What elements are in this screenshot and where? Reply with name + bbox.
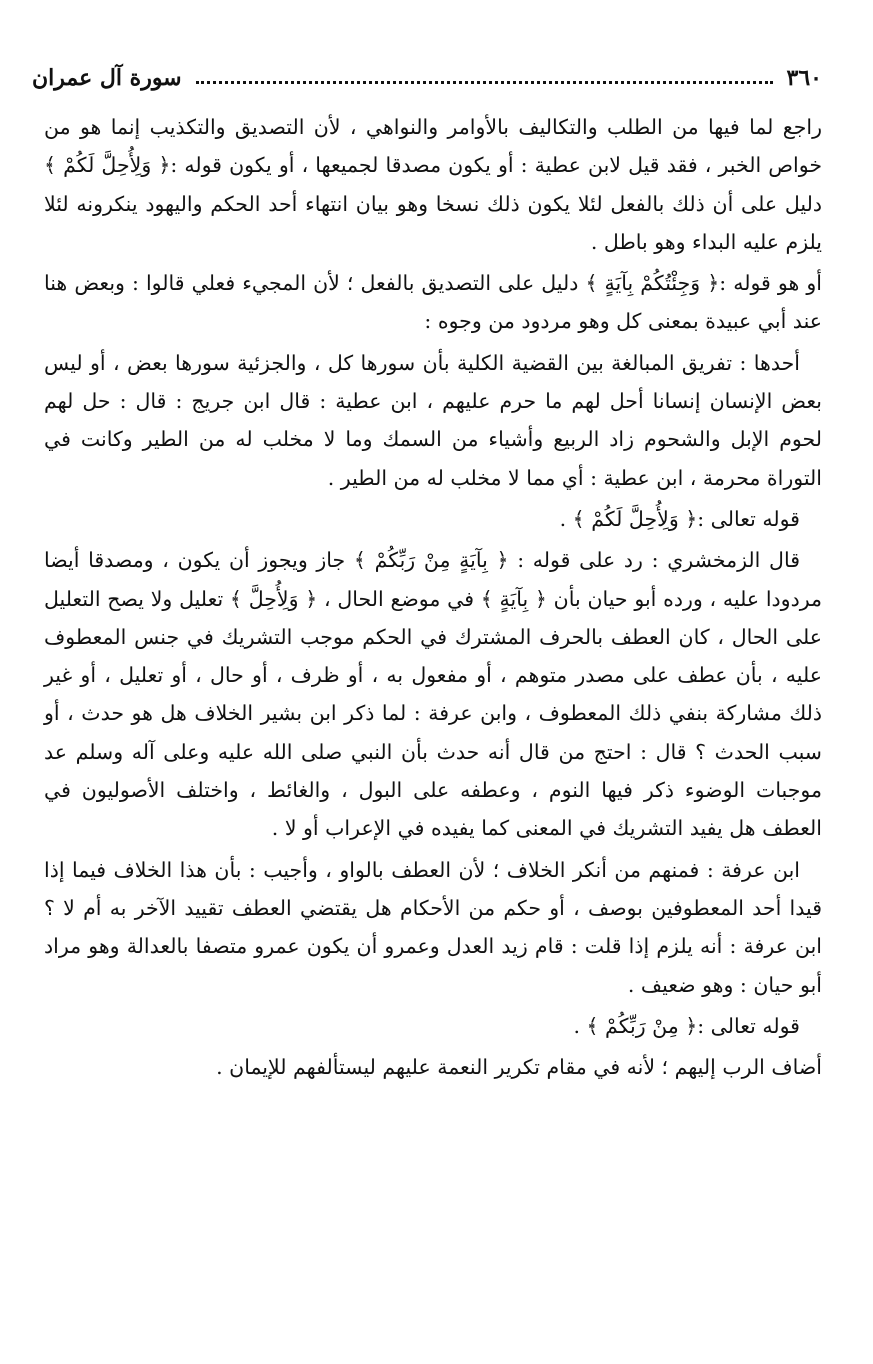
paragraph-4: قال الزمخشري : رد على قوله : ﴿ بِآيَةٍ مِنْ رَبِّكُمْ ﴾ جاز ويجوز أن يكون ، ومصدقا أيضا مردودا عليه ، ورده أبو حيان بأن ﴿ بِآيَةٍ ﴾ في موضع الحال ، ﴿ وَلِأُحِلَّ ﴾ تعليل ولا يصح التعليل على الحال ، كان العطف بالحرف المشترك في الحكم موجب التشريك في جنس المعطوف عليه ، بأن عطف على مصدر متوهم ، أو مفعول به ، أو ظرف ، أو حال ، أو تعليل ، أو غير ذلك مشاركة بنفي ذلك المعطوف ، وابن عرفة : لما ذكر ابن بشير الخلاف هل هو حدث ، أو سبب الحدث ؟ قال : احتج من قال أنه حدث بأن النبي صلى الله عليه وعلى آله وسلم عد موجبات الوضوء ذكر فيها النوم ، وعطفه على البول ، والغائط ، واختلف الأصوليون في العطف هل يفيد التشريك في المعنى كما يفيده في الإعراب أو لا . [44,548,822,841]
paragraph-2: أو هو قوله :﴿ وَجِئْتُكُمْ بِآيَةٍ ﴾ دليل على التصديق بالفعل ؛ لأن المجيء فعلي قالوا : وبعض هنا عند أبي عبيدة بمعنى كل وهو مردود من وجوه : [44,271,822,334]
page-number: ٣٦٠ [786,65,822,91]
paragraph-5: ابن عرفة : فمنهم من أنكر الخلاف ؛ لأن العطف بالواو ، وأجيب : بأن هذا الخلاف فيما إذا قيدا أحد المعطوفين بوصف ، أو حكم من الأحكام هل يقتضي العطف تقييد الآخر به أم لا ؟ ابن عرفة : أنه يلزم إذا قلت : قام زيد العدل وعمرو أن يكون عمرو متصفا بالعدالة وهو مراد أبو حيان : وهو ضعيف . [44,857,823,997]
dotted-leader [196,81,773,84]
surah-title: سورة آل عمران [32,65,182,91]
running-header [32,58,822,98]
verse-heading-2: قوله تعالى :﴿ مِنْ رَبِّكُمْ ﴾ . [573,1013,800,1038]
page-body [44,108,822,1086]
paragraph-1: راجع لما فيها من الطلب والتكاليف بالأوامر والنواهي ، لأن التصديق والتكذيب إنما هو من خواص الخبر ، فقد قيل لابن عطية : أو يكون مصدقا لجميعها ، أو يكون قوله :﴿ وَلِأُحِلَّ لَكُمْ ﴾ دليل على أن ذلك بالفعل لئلا يكون ذلك نسخا وهو بيان انتهاء أحد الحكم واليهود ينكرونه لئلا يلزم عليه البداء وهو باطل . [44,115,822,254]
verse-heading-1: قوله تعالى :﴿ وَلِأُحِلَّ لَكُمْ ﴾ . [559,506,800,531]
paragraph-3: أحدها : تفريق المبالغة بين القضية الكلية بأن سورها كل ، والجزئية سورها بعض ، أو ليس بعض الإنسان إنسانا أحل لهم ما حرم عليهم ، ابن عطية : قال ابن جريج : قال : حل لهم لحوم الإبل والشحوم زاد الربيع وأشياء من السمك وما لا مخلب له من الطير وكانت في التوراة محرمة ، ابن عطية : أي مما لا مخلب له من الطير . [44,350,822,490]
paragraph-6: أضاف الرب إليهم ؛ لأنه في مقام تكرير النعمة عليهم ليستألفهم للإيمان . [216,1055,822,1080]
